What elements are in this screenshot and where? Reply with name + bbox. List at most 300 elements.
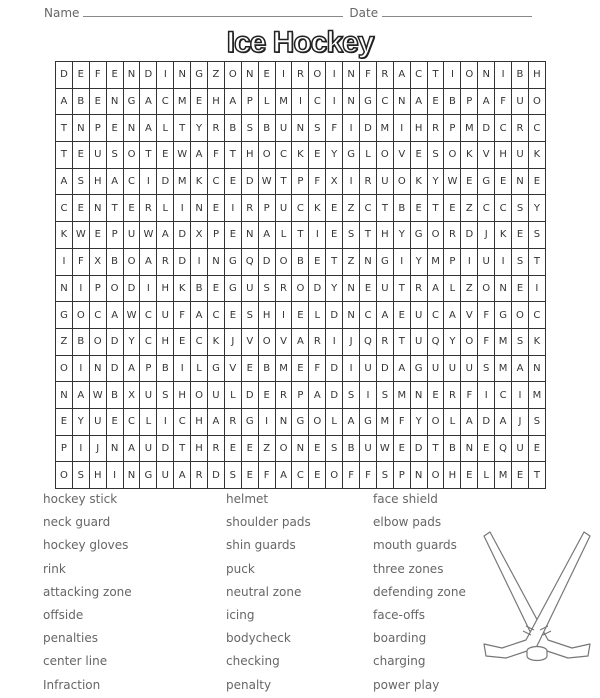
grid-cell[interactable]: U xyxy=(140,382,157,409)
grid-cell[interactable]: M xyxy=(495,328,512,355)
grid-cell[interactable]: B xyxy=(72,328,89,355)
grid-cell[interactable]: A xyxy=(427,275,444,302)
grid-cell[interactable]: I xyxy=(292,88,309,115)
grid-cell[interactable]: N xyxy=(343,62,360,89)
grid-cell[interactable]: C xyxy=(360,195,377,222)
grid-cell[interactable]: R xyxy=(309,328,326,355)
grid-cell[interactable]: D xyxy=(241,168,258,195)
grid-cell[interactable]: A xyxy=(376,302,393,329)
grid-cell[interactable]: C xyxy=(427,302,444,329)
grid-cell[interactable]: L xyxy=(191,355,208,382)
grid-cell[interactable]: I xyxy=(528,275,545,302)
grid-cell[interactable]: Z xyxy=(56,328,73,355)
grid-cell[interactable]: I xyxy=(157,408,174,435)
grid-cell[interactable]: K xyxy=(292,142,309,169)
grid-cell[interactable]: E xyxy=(528,435,545,462)
grid-cell[interactable]: E xyxy=(56,408,73,435)
grid-cell[interactable]: C xyxy=(360,302,377,329)
grid-cell[interactable]: T xyxy=(56,142,73,169)
grid-cell[interactable]: Y xyxy=(123,328,140,355)
grid-cell[interactable]: H xyxy=(89,168,106,195)
grid-cell[interactable]: E xyxy=(224,222,241,249)
date-field[interactable] xyxy=(382,6,532,17)
grid-cell[interactable]: D xyxy=(478,115,495,142)
grid-cell[interactable]: S xyxy=(478,355,495,382)
grid-cell[interactable]: H xyxy=(444,462,461,489)
grid-cell[interactable]: X xyxy=(191,222,208,249)
grid-cell[interactable]: U xyxy=(157,462,174,489)
grid-cell[interactable]: I xyxy=(495,62,512,89)
grid-cell[interactable]: V xyxy=(275,328,292,355)
grid-cell[interactable]: O xyxy=(478,275,495,302)
grid-cell[interactable]: D xyxy=(174,248,191,275)
grid-cell[interactable]: U xyxy=(410,302,427,329)
grid-cell[interactable]: K xyxy=(208,328,225,355)
grid-cell[interactable]: N xyxy=(123,462,140,489)
grid-cell[interactable]: S xyxy=(309,115,326,142)
grid-cell[interactable]: C xyxy=(140,328,157,355)
grid-cell[interactable]: S xyxy=(326,435,343,462)
grid-cell[interactable]: T xyxy=(427,195,444,222)
grid-cell[interactable]: E xyxy=(191,88,208,115)
grid-cell[interactable]: L xyxy=(444,408,461,435)
grid-cell[interactable]: E xyxy=(224,435,241,462)
grid-cell[interactable]: G xyxy=(224,275,241,302)
grid-cell[interactable]: S xyxy=(343,382,360,409)
grid-cell[interactable]: H xyxy=(495,142,512,169)
grid-cell[interactable]: N xyxy=(360,248,377,275)
grid-cell[interactable]: U xyxy=(512,142,529,169)
grid-cell[interactable]: Y xyxy=(410,248,427,275)
grid-cell[interactable]: K xyxy=(461,142,478,169)
grid-cell[interactable]: O xyxy=(376,142,393,169)
grid-cell[interactable]: I xyxy=(191,248,208,275)
grid-cell[interactable]: B xyxy=(393,195,410,222)
grid-cell[interactable]: T xyxy=(326,248,343,275)
grid-cell[interactable]: W xyxy=(258,168,275,195)
grid-cell[interactable]: U xyxy=(512,435,529,462)
grid-cell[interactable]: S xyxy=(72,168,89,195)
grid-cell[interactable]: A xyxy=(208,408,225,435)
grid-cell[interactable]: D xyxy=(461,222,478,249)
grid-cell[interactable]: I xyxy=(360,382,377,409)
grid-cell[interactable]: O xyxy=(427,408,444,435)
grid-cell[interactable]: F xyxy=(208,142,225,169)
grid-cell[interactable]: T xyxy=(427,62,444,89)
grid-cell[interactable]: I xyxy=(157,62,174,89)
grid-cell[interactable]: L xyxy=(140,408,157,435)
grid-cell[interactable]: W xyxy=(444,168,461,195)
grid-cell[interactable]: F xyxy=(174,302,191,329)
grid-cell[interactable]: T xyxy=(393,275,410,302)
grid-cell[interactable]: K xyxy=(410,168,427,195)
grid-cell[interactable]: X xyxy=(123,382,140,409)
grid-cell[interactable]: O xyxy=(461,62,478,89)
grid-cell[interactable]: U xyxy=(512,88,529,115)
grid-cell[interactable]: T xyxy=(106,195,123,222)
grid-cell[interactable]: K xyxy=(495,222,512,249)
grid-cell[interactable]: E xyxy=(258,382,275,409)
grid-cell[interactable]: O xyxy=(275,248,292,275)
grid-cell[interactable]: I xyxy=(512,382,529,409)
grid-cell[interactable]: O xyxy=(309,62,326,89)
grid-cell[interactable]: E xyxy=(444,195,461,222)
grid-cell[interactable]: W xyxy=(174,142,191,169)
grid-cell[interactable]: E xyxy=(461,168,478,195)
grid-cell[interactable]: N xyxy=(512,168,529,195)
grid-cell[interactable]: E xyxy=(258,62,275,89)
grid-cell[interactable]: A xyxy=(275,462,292,489)
grid-cell[interactable]: H xyxy=(528,62,545,89)
grid-cell[interactable]: U xyxy=(461,355,478,382)
grid-cell[interactable]: Y xyxy=(528,195,545,222)
grid-cell[interactable]: I xyxy=(343,355,360,382)
grid-cell[interactable]: D xyxy=(56,62,73,89)
grid-cell[interactable]: L xyxy=(326,408,343,435)
grid-cell[interactable]: D xyxy=(376,355,393,382)
grid-cell[interactable]: M xyxy=(495,462,512,489)
grid-cell[interactable]: I xyxy=(393,248,410,275)
grid-cell[interactable]: R xyxy=(512,115,529,142)
grid-cell[interactable]: I xyxy=(140,168,157,195)
grid-cell[interactable]: R xyxy=(157,248,174,275)
grid-cell[interactable]: F xyxy=(258,462,275,489)
grid-cell[interactable]: I xyxy=(72,275,89,302)
grid-cell[interactable]: R xyxy=(275,275,292,302)
grid-cell[interactable]: R xyxy=(444,222,461,249)
grid-cell[interactable]: I xyxy=(72,435,89,462)
grid-cell[interactable]: D xyxy=(123,275,140,302)
grid-cell[interactable]: S xyxy=(427,142,444,169)
grid-cell[interactable]: E xyxy=(106,62,123,89)
grid-cell[interactable]: N xyxy=(528,355,545,382)
grid-cell[interactable]: Y xyxy=(326,142,343,169)
grid-cell[interactable]: A xyxy=(56,88,73,115)
grid-cell[interactable]: N xyxy=(56,382,73,409)
grid-cell[interactable]: G xyxy=(140,462,157,489)
grid-cell[interactable]: N xyxy=(410,462,427,489)
grid-cell[interactable]: M xyxy=(174,168,191,195)
grid-cell[interactable]: P xyxy=(444,115,461,142)
grid-cell[interactable]: B xyxy=(258,355,275,382)
grid-cell[interactable]: R xyxy=(208,115,225,142)
grid-cell[interactable]: A xyxy=(410,88,427,115)
grid-cell[interactable]: E xyxy=(174,328,191,355)
grid-cell[interactable]: R xyxy=(275,382,292,409)
grid-cell[interactable]: G xyxy=(343,142,360,169)
grid-cell[interactable]: Z xyxy=(343,195,360,222)
grid-cell[interactable]: U xyxy=(410,328,427,355)
grid-cell[interactable]: P xyxy=(241,88,258,115)
grid-cell[interactable]: F xyxy=(495,88,512,115)
grid-cell[interactable]: N xyxy=(174,62,191,89)
grid-cell[interactable]: B xyxy=(106,248,123,275)
grid-cell[interactable]: A xyxy=(140,115,157,142)
grid-cell[interactable]: U xyxy=(427,355,444,382)
name-field[interactable] xyxy=(83,6,343,17)
grid-cell[interactable]: T xyxy=(376,195,393,222)
grid-cell[interactable]: L xyxy=(360,142,377,169)
grid-cell[interactable]: E xyxy=(241,355,258,382)
grid-cell[interactable]: N xyxy=(89,195,106,222)
grid-cell[interactable]: E xyxy=(106,115,123,142)
grid-cell[interactable]: P xyxy=(258,195,275,222)
grid-cell[interactable]: T xyxy=(224,142,241,169)
grid-cell[interactable]: H xyxy=(241,142,258,169)
grid-cell[interactable]: S xyxy=(528,408,545,435)
grid-cell[interactable]: P xyxy=(292,168,309,195)
grid-cell[interactable]: A xyxy=(140,88,157,115)
grid-cell[interactable]: A xyxy=(72,382,89,409)
grid-cell[interactable]: P xyxy=(89,275,106,302)
grid-cell[interactable]: A xyxy=(478,88,495,115)
grid-cell[interactable]: K xyxy=(528,142,545,169)
grid-cell[interactable]: U xyxy=(241,275,258,302)
grid-cell[interactable]: G xyxy=(410,222,427,249)
grid-cell[interactable]: B xyxy=(157,355,174,382)
grid-cell[interactable]: H xyxy=(157,275,174,302)
grid-cell[interactable]: Q xyxy=(495,435,512,462)
grid-cell[interactable]: S xyxy=(512,248,529,275)
grid-cell[interactable]: C xyxy=(292,462,309,489)
grid-cell[interactable]: P xyxy=(461,88,478,115)
grid-cell[interactable]: L xyxy=(157,195,174,222)
grid-cell[interactable]: H xyxy=(174,382,191,409)
grid-cell[interactable]: I xyxy=(478,382,495,409)
grid-cell[interactable]: Y xyxy=(191,115,208,142)
grid-cell[interactable]: H xyxy=(376,222,393,249)
grid-cell[interactable]: R xyxy=(410,275,427,302)
grid-cell[interactable]: N xyxy=(478,62,495,89)
grid-cell[interactable]: E xyxy=(157,142,174,169)
grid-cell[interactable]: B xyxy=(444,88,461,115)
grid-cell[interactable]: N xyxy=(208,248,225,275)
grid-cell[interactable]: N xyxy=(123,115,140,142)
grid-cell[interactable]: U xyxy=(123,222,140,249)
grid-cell[interactable]: R xyxy=(191,462,208,489)
grid-cell[interactable]: N xyxy=(495,275,512,302)
grid-cell[interactable]: F xyxy=(393,408,410,435)
grid-cell[interactable]: A xyxy=(292,328,309,355)
grid-cell[interactable]: C xyxy=(410,62,427,89)
grid-cell[interactable]: V xyxy=(224,355,241,382)
grid-cell[interactable]: N xyxy=(56,275,73,302)
grid-cell[interactable]: L xyxy=(309,302,326,329)
grid-cell[interactable]: S xyxy=(376,462,393,489)
grid-cell[interactable]: D xyxy=(258,248,275,275)
grid-cell[interactable]: R xyxy=(241,195,258,222)
grid-cell[interactable]: G xyxy=(241,408,258,435)
grid-cell[interactable]: E xyxy=(208,195,225,222)
grid-cell[interactable]: O xyxy=(292,275,309,302)
grid-cell[interactable]: C xyxy=(89,302,106,329)
grid-cell[interactable]: N xyxy=(343,302,360,329)
grid-cell[interactable]: C xyxy=(123,168,140,195)
grid-cell[interactable]: F xyxy=(326,115,343,142)
grid-cell[interactable]: T xyxy=(174,115,191,142)
grid-cell[interactable]: C xyxy=(208,168,225,195)
grid-cell[interactable]: O xyxy=(89,328,106,355)
grid-cell[interactable]: Z xyxy=(208,62,225,89)
grid-cell[interactable]: C xyxy=(191,328,208,355)
grid-cell[interactable]: N xyxy=(106,88,123,115)
grid-cell[interactable]: C xyxy=(309,88,326,115)
grid-cell[interactable]: N xyxy=(292,435,309,462)
grid-cell[interactable]: I xyxy=(309,222,326,249)
grid-cell[interactable]: O xyxy=(258,142,275,169)
grid-cell[interactable]: I xyxy=(275,62,292,89)
grid-cell[interactable]: C xyxy=(292,195,309,222)
grid-cell[interactable]: A xyxy=(258,222,275,249)
grid-cell[interactable]: J xyxy=(224,328,241,355)
grid-cell[interactable]: I xyxy=(224,195,241,222)
grid-cell[interactable]: I xyxy=(56,248,73,275)
grid-cell[interactable]: T xyxy=(292,222,309,249)
grid-cell[interactable]: N xyxy=(343,275,360,302)
grid-cell[interactable]: E xyxy=(410,142,427,169)
grid-cell[interactable]: T xyxy=(140,142,157,169)
grid-cell[interactable]: B xyxy=(512,62,529,89)
grid-cell[interactable]: D xyxy=(106,355,123,382)
grid-cell[interactable]: C xyxy=(495,195,512,222)
grid-cell[interactable]: H xyxy=(191,408,208,435)
grid-cell[interactable]: F xyxy=(89,62,106,89)
grid-cell[interactable]: N xyxy=(292,115,309,142)
grid-cell[interactable]: R xyxy=(427,115,444,142)
grid-cell[interactable]: C xyxy=(140,302,157,329)
grid-cell[interactable]: H xyxy=(157,328,174,355)
grid-cell[interactable]: E xyxy=(393,435,410,462)
grid-cell[interactable]: A xyxy=(393,355,410,382)
grid-cell[interactable]: J xyxy=(512,408,529,435)
grid-cell[interactable]: S xyxy=(512,195,529,222)
grid-cell[interactable]: E xyxy=(326,195,343,222)
grid-cell[interactable]: T xyxy=(427,435,444,462)
grid-cell[interactable]: U xyxy=(360,355,377,382)
grid-cell[interactable]: P xyxy=(140,355,157,382)
grid-cell[interactable]: T xyxy=(528,248,545,275)
grid-cell[interactable]: Q xyxy=(427,328,444,355)
grid-cell[interactable]: A xyxy=(224,88,241,115)
grid-cell[interactable]: G xyxy=(123,88,140,115)
grid-cell[interactable]: A xyxy=(495,408,512,435)
grid-cell[interactable]: Z xyxy=(343,248,360,275)
grid-cell[interactable]: U xyxy=(478,248,495,275)
grid-cell[interactable]: E xyxy=(512,275,529,302)
grid-cell[interactable]: H xyxy=(410,115,427,142)
grid-cell[interactable]: I xyxy=(326,328,343,355)
grid-cell[interactable]: E xyxy=(123,195,140,222)
grid-cell[interactable]: Y xyxy=(326,275,343,302)
grid-cell[interactable]: E xyxy=(241,435,258,462)
grid-cell[interactable]: V xyxy=(241,328,258,355)
grid-cell[interactable]: D xyxy=(174,222,191,249)
grid-cell[interactable]: L xyxy=(224,382,241,409)
grid-cell[interactable]: E xyxy=(309,142,326,169)
grid-cell[interactable]: I xyxy=(106,462,123,489)
grid-cell[interactable]: S xyxy=(224,462,241,489)
grid-cell[interactable]: O xyxy=(427,222,444,249)
grid-cell[interactable]: Y xyxy=(72,408,89,435)
grid-cell[interactable]: U xyxy=(360,435,377,462)
grid-cell[interactable]: D xyxy=(241,382,258,409)
grid-cell[interactable]: E xyxy=(512,462,529,489)
grid-cell[interactable]: C xyxy=(528,302,545,329)
grid-cell[interactable]: O xyxy=(123,142,140,169)
grid-cell[interactable]: I xyxy=(444,62,461,89)
grid-cell[interactable]: I xyxy=(393,115,410,142)
grid-cell[interactable]: E xyxy=(224,168,241,195)
grid-cell[interactable]: A xyxy=(393,62,410,89)
grid-cell[interactable]: A xyxy=(191,142,208,169)
grid-cell[interactable]: P xyxy=(56,435,73,462)
grid-cell[interactable]: N xyxy=(72,115,89,142)
grid-cell[interactable]: Y xyxy=(410,408,427,435)
grid-cell[interactable]: T xyxy=(275,168,292,195)
grid-cell[interactable]: P xyxy=(393,462,410,489)
grid-cell[interactable]: F xyxy=(478,302,495,329)
grid-cell[interactable]: I xyxy=(174,355,191,382)
grid-cell[interactable]: G xyxy=(376,248,393,275)
grid-cell[interactable]: C xyxy=(56,195,73,222)
grid-cell[interactable]: N xyxy=(343,88,360,115)
grid-cell[interactable]: S xyxy=(241,302,258,329)
grid-cell[interactable]: Y xyxy=(393,222,410,249)
grid-cell[interactable]: Z xyxy=(461,275,478,302)
grid-cell[interactable]: A xyxy=(123,355,140,382)
grid-cell[interactable]: D xyxy=(326,302,343,329)
grid-cell[interactable]: I xyxy=(461,248,478,275)
grid-cell[interactable]: O xyxy=(512,302,529,329)
grid-cell[interactable]: N xyxy=(191,195,208,222)
grid-cell[interactable]: U xyxy=(275,115,292,142)
grid-cell[interactable]: M xyxy=(376,115,393,142)
grid-cell[interactable]: Q xyxy=(360,328,377,355)
grid-cell[interactable]: U xyxy=(208,382,225,409)
grid-cell[interactable]: J xyxy=(343,328,360,355)
grid-cell[interactable]: S xyxy=(528,222,545,249)
grid-cell[interactable]: E xyxy=(360,275,377,302)
grid-cell[interactable]: N xyxy=(393,88,410,115)
grid-cell[interactable]: M xyxy=(427,248,444,275)
grid-cell[interactable]: R xyxy=(376,328,393,355)
grid-cell[interactable]: E xyxy=(495,168,512,195)
grid-cell[interactable]: E xyxy=(309,435,326,462)
grid-cell[interactable]: N xyxy=(106,435,123,462)
grid-cell[interactable]: E xyxy=(478,435,495,462)
grid-cell[interactable]: C xyxy=(157,88,174,115)
grid-cell[interactable]: U xyxy=(444,355,461,382)
grid-cell[interactable]: C xyxy=(208,302,225,329)
grid-cell[interactable]: O xyxy=(56,355,73,382)
grid-cell[interactable]: O xyxy=(326,462,343,489)
grid-cell[interactable]: B xyxy=(191,275,208,302)
grid-cell[interactable]: M xyxy=(461,115,478,142)
grid-cell[interactable]: B xyxy=(106,382,123,409)
grid-cell[interactable]: B xyxy=(343,435,360,462)
grid-cell[interactable]: N xyxy=(275,408,292,435)
grid-cell[interactable]: E xyxy=(309,462,326,489)
grid-cell[interactable]: U xyxy=(275,195,292,222)
grid-cell[interactable]: X xyxy=(326,168,343,195)
grid-cell[interactable]: G xyxy=(360,88,377,115)
grid-cell[interactable]: H xyxy=(89,462,106,489)
grid-cell[interactable]: R xyxy=(140,195,157,222)
grid-cell[interactable]: I xyxy=(495,248,512,275)
grid-cell[interactable]: S xyxy=(512,328,529,355)
grid-cell[interactable]: M xyxy=(174,88,191,115)
grid-cell[interactable]: L xyxy=(258,88,275,115)
